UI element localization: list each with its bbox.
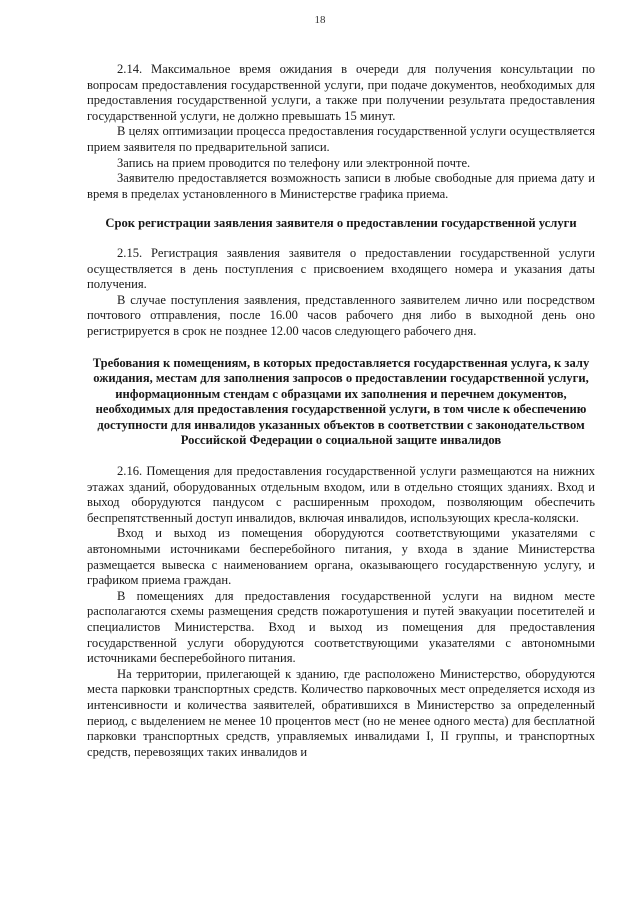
paragraph: Вход и выход из помещения оборудуются соответствующими указателями с автономными источниками бесперебойного питания, у входа в здание Министерства размещается вывеска с наименованием органа, оказывающего государственную услугу, и графиком приема граждан. [87,526,595,588]
paragraph: Запись на прием проводится по телефону или электронной почте. [117,155,471,170]
paragraph: 2.15. Регистрация заявления заявителя о предоставлении государственной услуги осуществляется в день поступления с присвоением входящего номера и указания даты получения. [87,245,595,292]
section-2-15 [87,246,595,340]
section-2-16 [87,464,595,760]
paragraph: В помещениях для предоставления государственной услуги на видном месте располагаются схемы размещения средств пожаротушения и путей эвакуации посетителей и специалистов Министерства. Вход и выход из помещения для предоставления государственной услуги оборудуются соответствующими указателями с автономными источниками бесперебойного питания. [87,588,595,666]
page-number: 18 [314,14,326,26]
paragraph: Заявителю предоставляется возможность записи в любые свободные для приема дату и время в пределах установленного в Министерстве графика приема. [87,171,595,201]
paragraph: 2.16. Помещения для предоставления государственной услуги размещаются на нижних этажах зданий, оборудованных отдельным входом, или в отдельно стоящих зданиях. Вход и выход оборудуются пандусом с расширенным проходом, позволяющим обеспечить беспрепятственный доступ инвалидов, включая инвалидов, использующих кресла-коляски. [87,464,595,525]
paragraph: В случае поступления заявления, представленного заявителем лично или посредством почтового отправления, после 16.00 часов рабочего дня либо в выходной день оно регистрируется в срок не позднее 12.00 часов следующего рабочего дня. [87,292,595,338]
section-2-14 [87,62,595,202]
paragraph: 2.14. Максимальное время ожидания в очереди для получения консультации по вопросам предоставления государственной услуги, при подаче документов, необходимых для предоставления государственной услуги, а также при получении результата предоставления государственной услуги, не должно превышать 15 минут. [87,62,595,123]
paragraph: В целях оптимизации процесса предоставления государственной услуги осуществляется прием заявителя по предварительной записи. [87,124,595,154]
document-body [87,62,595,760]
paragraph: На территории, прилегающей к зданию, где расположено Министерство, оборудуются места парковки транспортных средств. Количество парковочных мест определяется исходя из интенсивности и количества заявителей, обратившихся в Министерство за определенный период, с выделением не менее 10 процентов мест (но не менее одного места) для бесплатной парковки транспортных средств, управляемых инвалидами I, II группы, и транспортных средств, перевозящих таких инвалидов и [87,666,595,759]
section-heading-premises: Требования к помещениям, в которых предоставляется государственная услуга, к залу ожидания, местам для заполнения запросов о предоставлении государственной услуги, информационным стендам с образцами их заполнения и перечнем документов, необходимых для предоставления государственной услуги, в том числе к обеспечению доступности для инвалидов указанных объектов в соответствии с законодательством Российской Федерации о социальной защите инвалидов [92,355,590,448]
section-heading-registration: Срок регистрации заявления заявителя о предоставлении государственной услуги [105,216,577,231]
